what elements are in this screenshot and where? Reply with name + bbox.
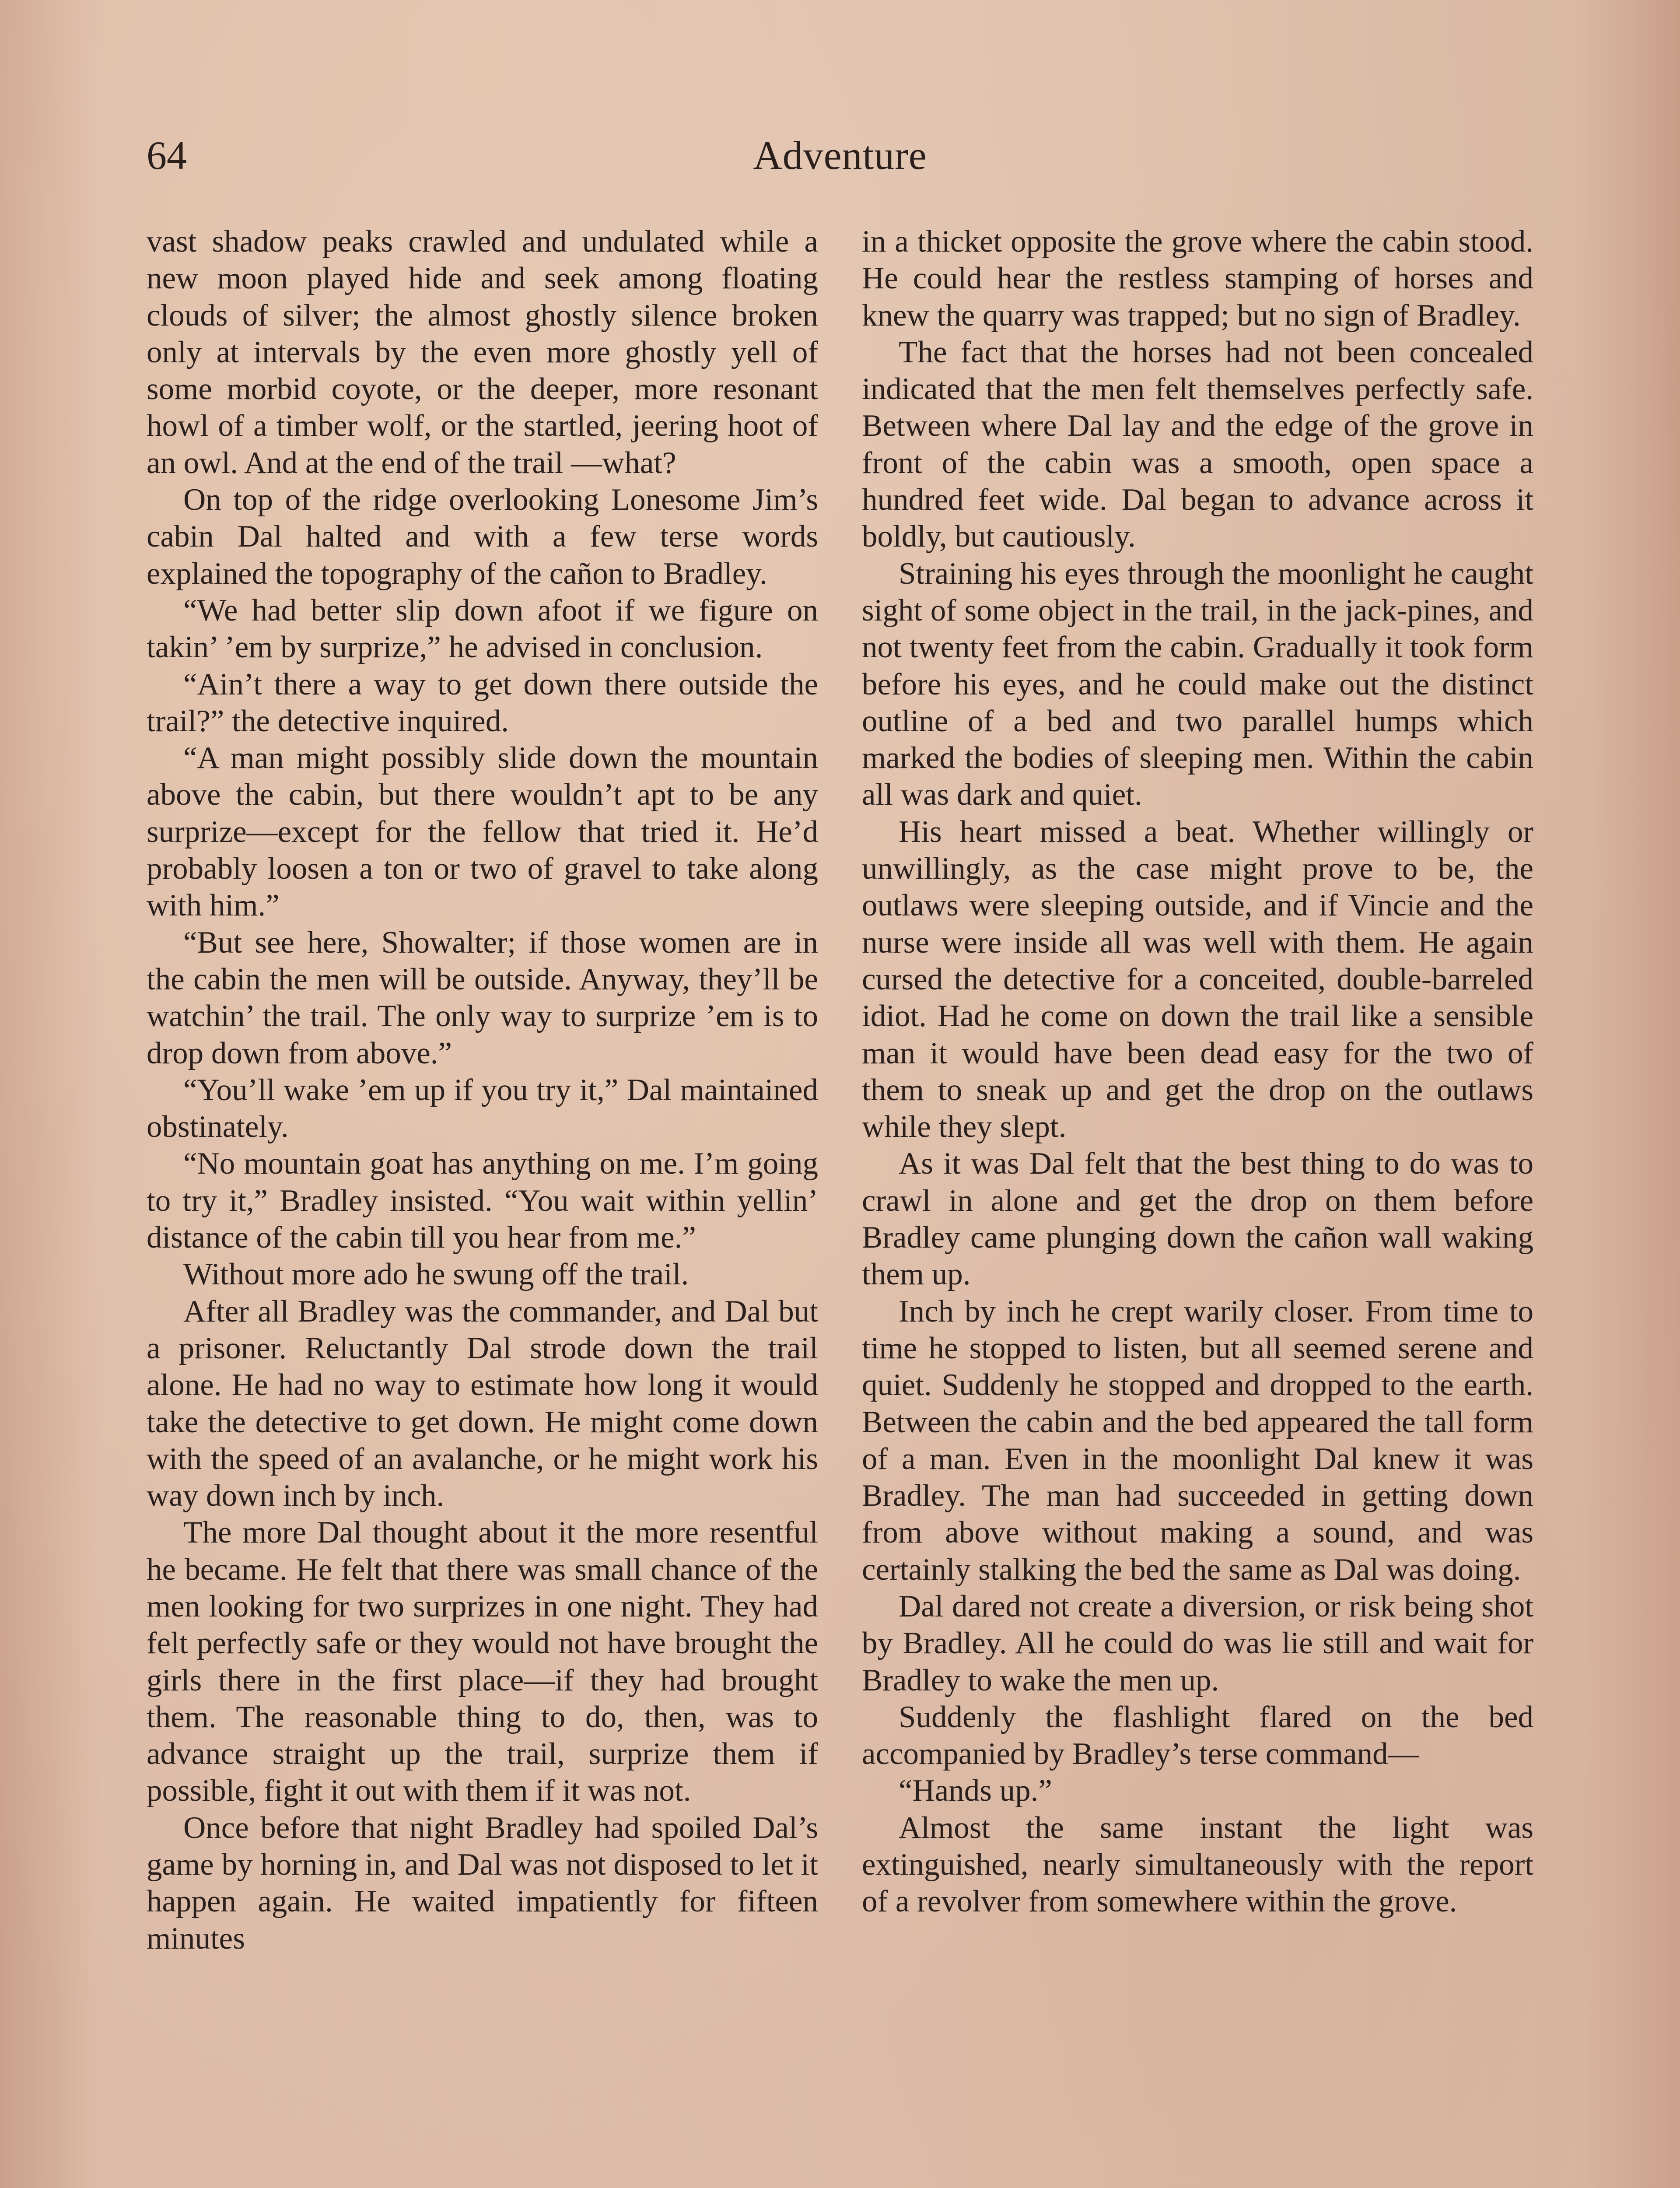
paragraph: “We had better slip down afoot if we figure on takin’ ’em by surprize,” he advised in conclusion. xyxy=(147,593,818,665)
paragraph: The more Dal thought about it the more resentful he became. He felt that there was small chance of the men looking for two surprizes in one night. They had felt perfectly safe or they would not have brought the girls there in the first place—if they had brought them. The reasonable thing to do, then, was to advance straight up the trail, surprize them if possible, fight it out with them if it was not. xyxy=(147,1515,818,1808)
paragraph: Almost the same instant the light was extinguished, nearly simultaneously with the report of a revolver from somewhere within the grove. xyxy=(862,1810,1533,1919)
paragraph: Inch by inch he crept warily closer. From time to time he stopped to listen, but all seemed serene and quiet. Suddenly he stopped and dropped to the earth. Between the cabin and the bed appeared the tall form of a man. Even in the moonlight Dal knew it was Bradley. The man had succeeded in getting down from above without making a sound, and was certainly stalking the bed the same as Dal was doing. xyxy=(862,1294,1533,1587)
paragraph: “Hands up.” xyxy=(899,1774,1052,1808)
paragraph: The fact that the horses had not been concealed indicated that the men felt themselves perfectly safe. Between where Dal lay and the edge of the grove in front of the cabin was a smooth, open space a hundred feet wide. Dal began to advance across it boldly, but cautiously. xyxy=(862,335,1533,554)
paragraph: On top of the ridge overlooking Lonesome Jim’s cabin Dal halted and with a few terse words explained the topography of the cañon to Bradley. xyxy=(147,483,818,591)
paragraph: Dal dared not create a diversion, or risk being shot by Bradley. All he could do was lie still and wait for Bradley to wake the men up. xyxy=(862,1589,1533,1697)
paragraph: Without more ado he swung off the trail. xyxy=(183,1257,689,1292)
page-number: 64 xyxy=(147,133,187,178)
paragraph: Once before that night Bradley had spoiled Dal’s game by horning in, and Dal was not disposed to let it happen again. He waited impatiently for fifteen minutes xyxy=(147,1810,818,1956)
paragraph: Suddenly the flashlight flared on the bed accompanied by Bradley’s terse command— xyxy=(862,1700,1533,1771)
paragraph: “Ain’t there a way to get down there outside the trail?” the detective inquired. xyxy=(147,667,818,738)
left-text-column xyxy=(147,223,818,2188)
paragraph: “You’ll wake ’em up if you try it,” Dal maintained obstinately. xyxy=(147,1073,818,1144)
paragraph: “A man might possibly slide down the mountain above the cabin, but there wouldn’t apt to be any surprize—except for the fellow that tried it. He’d probably loosen a ton or two of gravel to take along with him.” xyxy=(147,741,818,923)
running-title: Adventure xyxy=(753,133,927,178)
right-text-column xyxy=(862,223,1533,2188)
paragraph: “No mountain goat has anything on me. I’m going to try it,” Bradley insisted. “You wait within yellin’ distance of the cabin till you hear from me.” xyxy=(147,1147,818,1255)
paragraph: Straining his eyes through the moonlight he caught sight of some object in the trail, in the jack-pines, and not twenty feet from the cabin. Gradually it took form before his eyes, and he could make out the distinct outline of a bed and two parallel humps which marked the bodies of sleeping men. Within the cabin all was dark and quiet. xyxy=(862,556,1533,812)
paragraph: vast shadow peaks crawled and undulated while a new moon played hide and seek among floating clouds of silver; the almost ghostly silence broken only at intervals by the even more ghostly yell of some morbid coyote, or the deeper, more resonant howl of a timber wolf, or the startled, jeering hoot of an owl. And at the end of the trail —what? xyxy=(147,224,818,480)
paragraph: His heart missed a beat. Whether willingly or unwillingly, as the case might prove to be, the outlaws were sleeping outside, and if Vincie and the nurse were inside all was well with them. He again cursed the detective for a conceited, double-barreled idiot. Had he come on down the trail like a sensible man it would have been dead easy for the two of them to sneak up and get the drop on the outlaws while they slept. xyxy=(862,814,1533,1144)
page-header xyxy=(147,127,1533,184)
paragraph: in a thicket opposite the grove where the cabin stood. He could hear the restless stamping of horses and knew the quarry was trapped; but no sign of Bradley. xyxy=(862,224,1533,333)
paragraph: After all Bradley was the commander, and Dal but a prisoner. Reluctantly Dal strode down the trail alone. He had no way to estimate how long it would take the detective to get down. He might come down with the speed of an avalanche, or he might work his way down inch by inch. xyxy=(147,1294,818,1513)
paragraph: As it was Dal felt that the best thing to do was to crawl in alone and get the drop on them before Bradley came plunging down the cañon wall waking them up. xyxy=(862,1147,1533,1292)
paragraph: “But see here, Showalter; if those women are in the cabin the men will be outside. Anyway, they’ll be watchin’ the trail. The only way to surprize ’em is to drop down from above.” xyxy=(147,925,818,1070)
